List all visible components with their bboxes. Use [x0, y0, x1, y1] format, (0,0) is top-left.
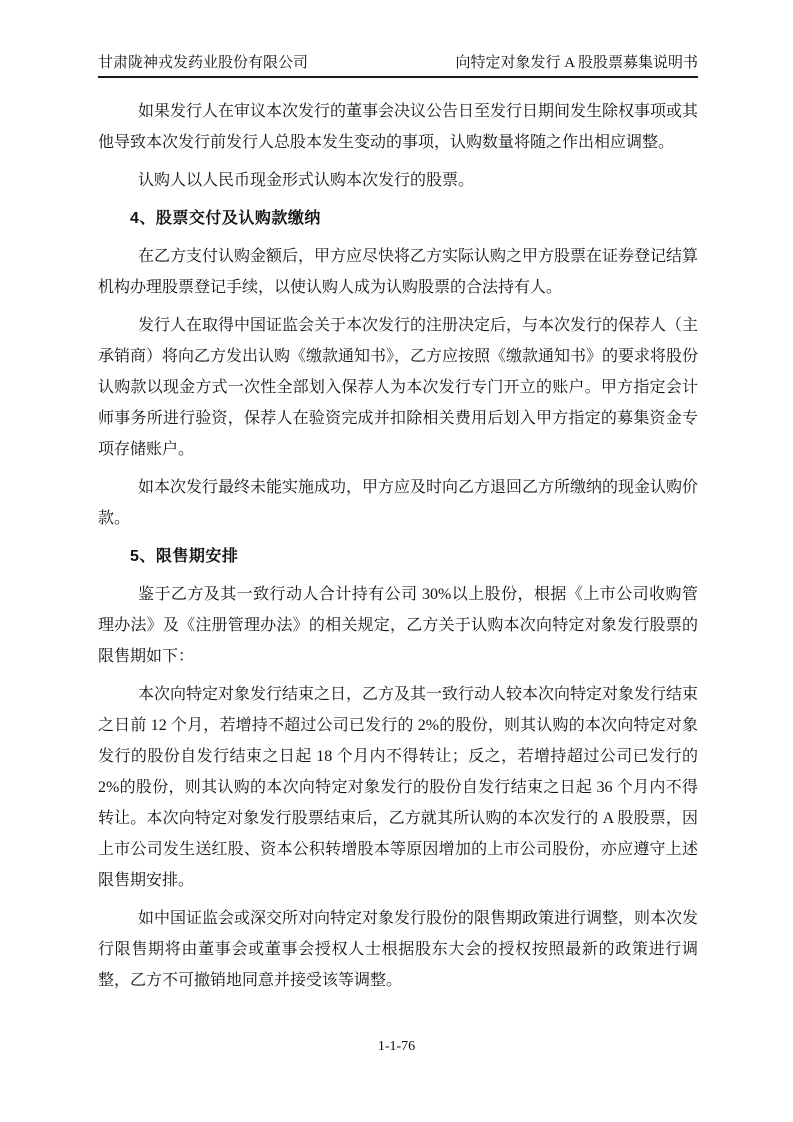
header-company-name: 甘肃陇神戎发药业股份有限公司 — [98, 55, 309, 71]
page-footer — [0, 1038, 793, 1056]
paragraph-lockup-terms: 本次向特定对象发行结束之日，乙方及其一致行动人较本次向特定对象发行结束之日前 12 个月，若增持不超过公司已发行的 2%的股份，则其认购的本次向特定对象发行的股份自发行结束之日起 18 个月内不得转让；反之，若增持超过公司已发行的 2%的股份，则其认购的本次向特定对象发行的股份自发行结束之日起 36 个月内不得转让。本次向特定对象发行股票结束后，乙方就其所认购的本次发行的 A 股股票，因上市公司发生送红股、资本公积转增股本等原因增加的上市公司股份，亦应遵守上述限售期安排。 — [98, 686, 699, 889]
section-heading-4-share-delivery: 4、股票交付及认购款缴纳 — [130, 210, 321, 227]
paragraph-lockup-basis: 鉴于乙方及其一致行动人合计持有公司 30%以上股份，根据《上市公司收购管理办法》及《注册管理办法》的相关规定，乙方关于认购本次向特定对象发行股票的限售期如下： — [98, 586, 698, 665]
paragraph-cash-subscription: 认购人以人民币现金形式认购本次发行的股票。 — [138, 172, 475, 189]
paragraph-registration-procedure: 在乙方支付认购金额后，甲方应尽快将乙方实际认购之甲方股票在证券登记结算机构办理股票登记手续，以使认购人成为认购股票的合法持有人。 — [98, 248, 699, 296]
page-number: 1-1-76 — [377, 1039, 416, 1054]
header-doc-title: 向特定对象发行 A 股股票募集说明书 — [455, 55, 698, 71]
page-header — [98, 54, 698, 78]
section-heading-5-lockup-arrangement: 5、限售期安排 — [130, 548, 239, 565]
paragraph-payment-notice: 发行人在取得中国证监会关于本次发行的注册决定后，与本次发行的保荐人（主承销商）将向乙方发出认购《缴款通知书》，乙方应按照《缴款通知书》的要求将股份认购款以现金方式一次性全部划入保荐人为本次发行专门开立的账户。甲方指定会计师事务所进行验资，保荐人在验资完成并扣除相关费用后划入甲方指定的募集资金专项存储账户。 — [98, 317, 699, 458]
paragraph-adjustment-clause: 如果发行人在审议本次发行的董事会决议公告日至发行日期间发生除权事项或其他导致本次发行前发行人总股本发生变动的事项，认购数量将随之作出相应调整。 — [98, 103, 699, 151]
paragraph-refund-clause: 如本次发行最终未能实施成功，甲方应及时向乙方退回乙方所缴纳的现金认购价款。 — [98, 479, 699, 527]
paragraph-lockup-policy-adjustment: 如中国证监会或深交所对向特定对象发行股份的限售期政策进行调整，则本次发行限售期将由董事会或董事会授权人士根据股东大会的授权按照最新的政策进行调整，乙方不可撤销地同意并接受该等调整。 — [98, 910, 699, 989]
document-body — [98, 96, 698, 996]
